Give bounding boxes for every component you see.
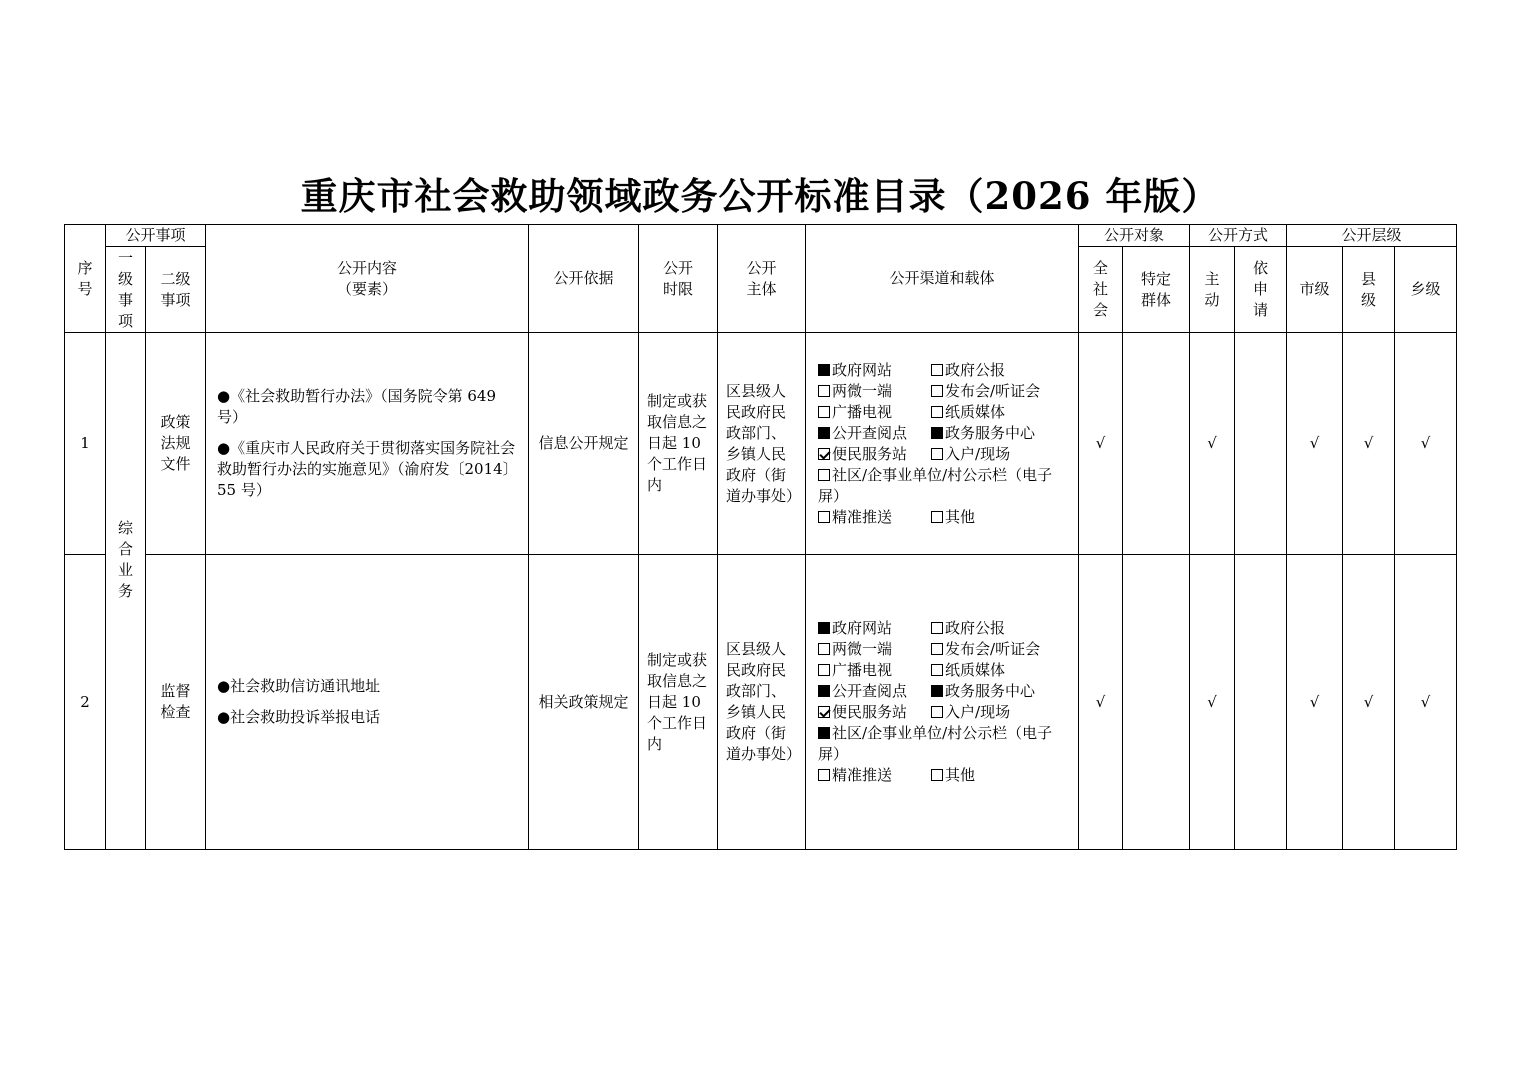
channel-label: 政府公报 [945,360,1006,379]
mark-city: √ [1287,555,1343,850]
channel-label: 纸质媒体 [945,661,1006,679]
mark-all: √ [1079,555,1123,850]
channel-option [931,639,1071,660]
channel-label: 便民服务站 [832,703,908,721]
row-subject: 区县级人民政府民政部门、乡镇人民政府（街道办事处） [718,333,806,555]
level2-label: 监督检查 [160,682,191,721]
content-item: ●社会救助投诉举报电话 [217,708,381,726]
channel-option [818,423,931,444]
table-body [65,333,1457,850]
mark-town: √ [1395,333,1457,555]
header-mode-apply: 依申请 [1235,247,1287,333]
header-target-group: 公开对象 [1079,225,1190,247]
header-level-county: 县级 [1343,247,1395,333]
empty-box-icon [818,511,830,523]
channel-option [818,507,931,528]
channel-option [818,765,931,786]
empty-box-icon [931,643,943,655]
channel-option [818,402,931,423]
empty-box-icon [818,385,830,397]
empty-box-icon [818,769,830,781]
checked-box-icon [818,706,830,718]
mark-active: √ [1190,555,1235,850]
row-level2 [146,333,206,555]
channel-label: 政务服务中心 [945,682,1036,700]
channel-label: 精准推送 [832,507,893,526]
document-title: 重庆市社会救助领域政务公开标准目录（2026 年版） [300,174,1220,218]
channel-option [818,660,931,681]
checked-box-icon [818,448,830,460]
header-basis: 公开依据 [529,225,639,333]
channel-option [931,765,1071,786]
row-basis: 相关政策规定 [529,555,639,850]
empty-box-icon [931,622,943,634]
disclosure-catalog-table [64,224,1457,850]
filled-square-icon [818,685,830,697]
channel-label: 纸质媒体 [945,402,1006,421]
mark-town: √ [1395,555,1457,850]
channel-label: 广播电视 [832,402,893,421]
channel-label: 发布会/听证会 [945,640,1041,658]
empty-box-icon [931,385,943,397]
empty-box-icon [818,406,830,418]
channel-label: 政府网站 [832,360,893,379]
channel-label: 政府网站 [832,619,893,637]
row-content [206,333,529,555]
channel-label: 政务服务中心 [945,423,1036,442]
mark-all: √ [1079,333,1123,555]
row-subject: 区县级人民政府民政部门、乡镇人民政府（街道办事处） [718,555,806,850]
empty-box-icon [931,406,943,418]
mark-active: √ [1190,333,1235,555]
header-mode-group: 公开方式 [1190,225,1287,247]
table-row [65,333,1457,555]
channel-label: 便民服务站 [832,444,908,463]
level2-label: 政策法规文件 [160,413,191,473]
channel-option [931,507,1071,528]
header-channels: 公开渠道和载体 [806,225,1079,333]
mark-county: √ [1343,555,1395,850]
channel-option [931,381,1071,402]
channel-list [806,618,1078,786]
level1-merged-cell [106,333,146,850]
empty-box-icon [931,769,943,781]
channel-label: 公开查阅点 [832,423,908,442]
channel-option [818,681,931,702]
channel-option [818,360,931,381]
channel-list [806,360,1078,528]
channel-label: 社区/企事业单位/村公示栏（电子屏） [818,724,1053,763]
channel-option [818,444,931,465]
mark-county: √ [1343,333,1395,555]
mark-apply [1235,333,1287,555]
channel-option [931,444,1071,465]
channel-label: 政府公报 [945,619,1006,637]
row-content [206,555,529,850]
channel-option [818,723,1071,765]
content-item: ●《社会救助暂行办法》（国务院令第 649 号） [217,387,497,426]
channel-label: 两微一端 [832,640,893,658]
channel-option [818,639,931,660]
content-item: ●《重庆市人民政府关于贯彻落实国务院社会救助暂行办法的实施意见》（渝府发〔2014〕55 号） [217,439,518,499]
channel-label: 入户/现场 [945,703,1011,721]
channel-label: 社区/企事业单位/村公示栏（电子屏） [818,465,1053,505]
empty-box-icon [818,664,830,676]
header-target-specific: 特定群体 [1123,247,1190,333]
channel-option [931,660,1071,681]
filled-square-icon [818,727,830,739]
empty-box-icon [931,511,943,523]
filled-square-icon [931,685,943,697]
channel-option [931,360,1071,381]
channel-option [818,618,931,639]
header-level1: 一级事项 [106,247,146,333]
mark-specific [1123,555,1190,850]
row-basis: 信息公开规定 [529,333,639,555]
header-level-city: 市级 [1287,247,1343,333]
mark-apply [1235,555,1287,850]
channel-label: 入户/现场 [945,444,1011,463]
header-time: 公开 时限 [639,225,718,333]
header-row-1 [65,225,1457,247]
channel-option [818,465,1071,507]
channel-option [818,381,931,402]
header-content: 公开内容 （要素） [206,225,529,333]
header-subject: 公开 主体 [718,225,806,333]
empty-box-icon [931,448,943,460]
channel-option [931,702,1071,723]
empty-box-icon [931,664,943,676]
channel-label: 其他 [945,766,976,784]
mark-specific [1123,333,1190,555]
channel-option [931,618,1071,639]
header-level-group: 公开层级 [1287,225,1457,247]
filled-square-icon [818,622,830,634]
row-seq: 2 [65,555,106,850]
empty-box-icon [818,643,830,655]
filled-square-icon [818,364,830,376]
row-time: 制定或获取信息之日起 10 个工作日内 [639,333,718,555]
channel-option [818,702,931,723]
empty-box-icon [931,706,943,718]
channel-label: 其他 [945,507,976,526]
channel-label: 发布会/听证会 [945,381,1041,400]
header-items-group: 公开事项 [106,225,206,247]
empty-box-icon [931,364,943,376]
row-seq: 1 [65,333,106,555]
header-seq: 序号 [65,225,106,333]
filled-square-icon [931,427,943,439]
channel-label: 公开查阅点 [832,682,908,700]
header-level2: 二级事项 [146,247,206,333]
header-mode-active: 主动 [1190,247,1235,333]
filled-square-icon [818,427,830,439]
content-item: ●社会救助信访通讯地址 [217,677,381,695]
channel-label: 两微一端 [832,381,893,400]
table-row [65,555,1457,850]
row-time: 制定或获取信息之日起 10 个工作日内 [639,555,718,850]
row-channels [806,555,1079,850]
level1-label: 综合业务 [117,519,133,600]
empty-box-icon [818,469,830,481]
channel-option [931,423,1071,444]
channel-option [931,402,1071,423]
header-level-town: 乡级 [1395,247,1457,333]
channel-option [931,681,1071,702]
channel-label: 广播电视 [832,661,893,679]
channel-label: 精准推送 [832,766,893,784]
header-target-all: 全社会 [1079,247,1123,333]
row-channels [806,333,1079,555]
mark-city: √ [1287,333,1343,555]
row-level2 [146,555,206,850]
